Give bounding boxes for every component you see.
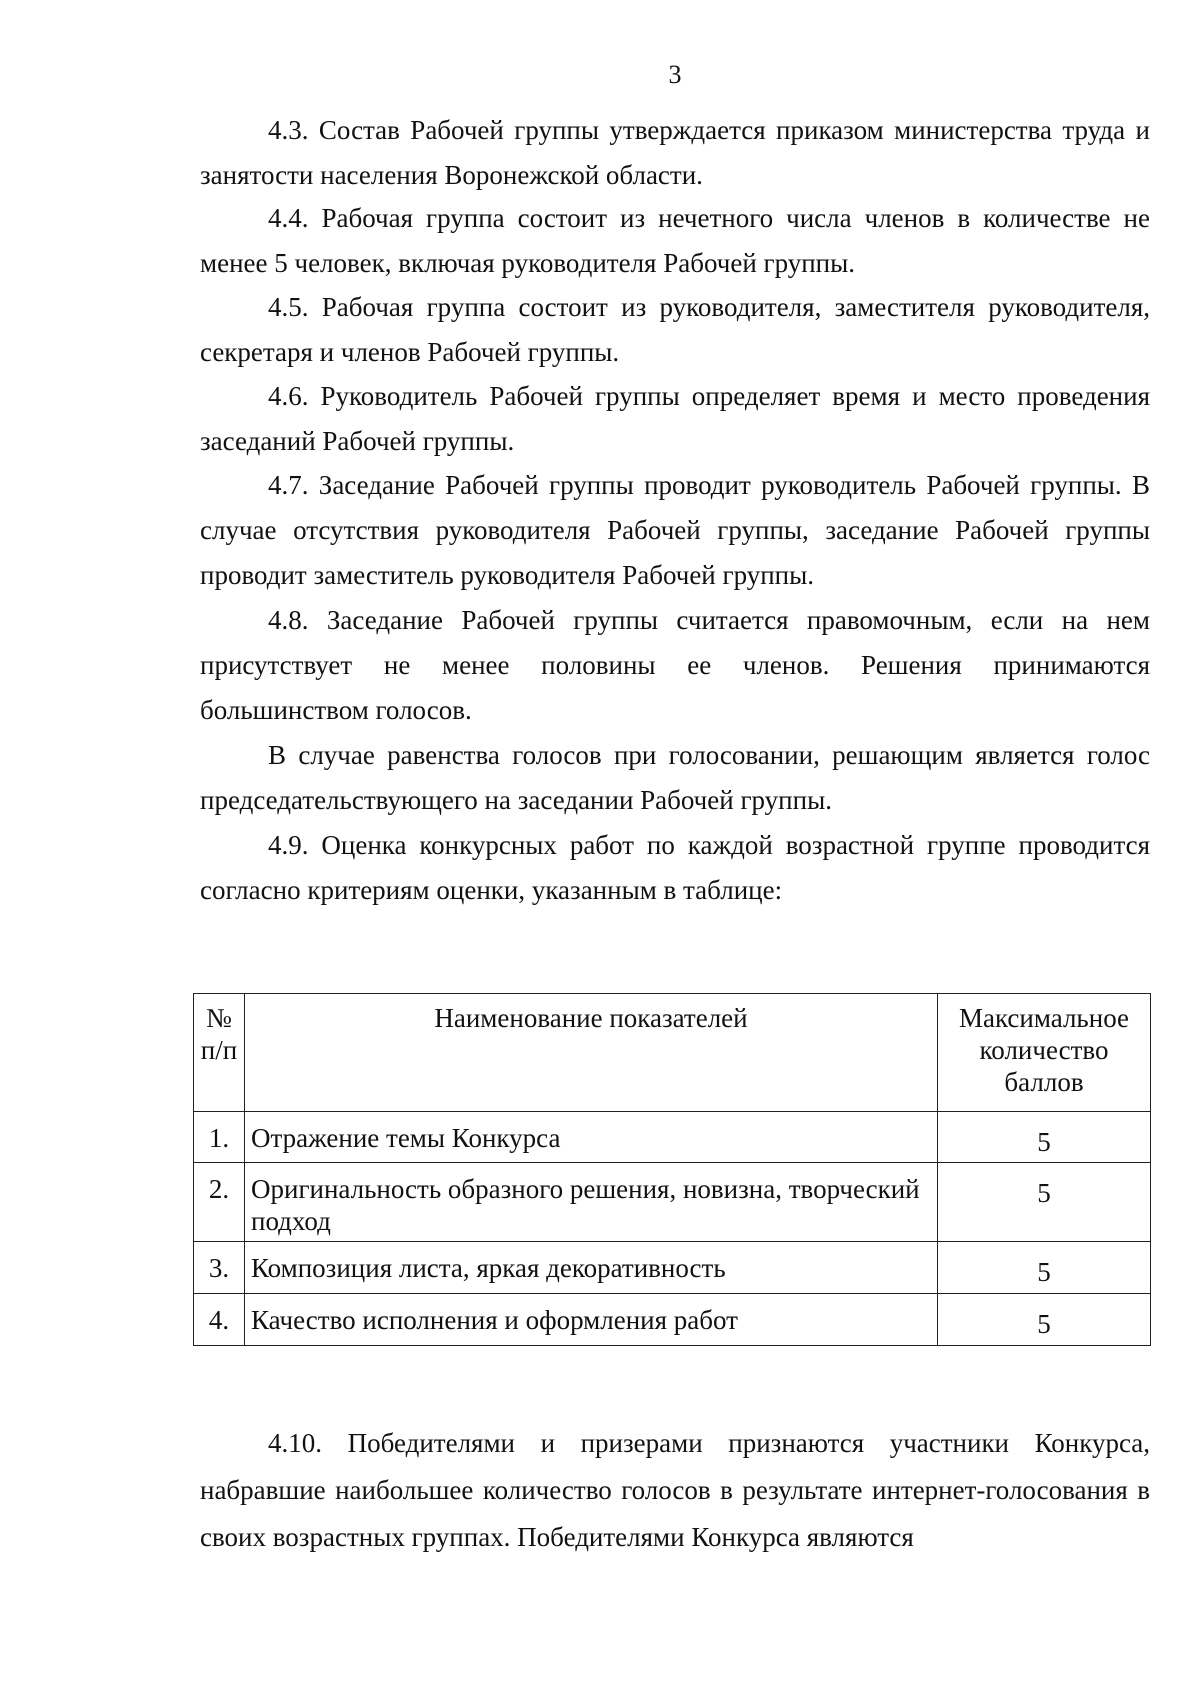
paragraph-4-4: 4.4. Рабочая группа состоит из нечетного числа членов в количестве не менее 5 человек, включая руководителя Рабочей группы. <box>200 203 1150 278</box>
paragraph-4-9: 4.9. Оценка конкурсных работ по каждой возрастной группе проводится согласно критериям оценки, указанным в таблице: <box>200 830 1150 905</box>
table-row <box>194 1294 1151 1346</box>
paragraph-4-7: 4.7. Заседание Рабочей группы проводит руководитель Рабочей группы. В случае отсутствия руководителя Рабочей группы, заседание Рабочей группы проводит заместитель руководителя Рабочей группы. <box>200 470 1150 590</box>
row-score: 5 <box>938 1163 1151 1242</box>
row-score: 5 <box>938 1112 1151 1163</box>
header-max-score: Максимальное количество баллов <box>938 994 1151 1112</box>
paragraph-4-8: 4.8. Заседание Рабочей группы считается правомочным, если на нем присутствует не менее половины ее членов. Решения принимаются большинством голосов. <box>200 605 1150 725</box>
page-number: 3 <box>668 60 682 89</box>
row-number: 4. <box>194 1294 245 1346</box>
paragraph-4-8-tie: В случае равенства голосов при голосовании, решающим является голос председательствующего на заседании Рабочей группы. <box>200 740 1150 815</box>
table-row <box>194 1112 1151 1163</box>
row-indicator: Оригинальность образного решения, новизна, творческий подход <box>245 1163 938 1242</box>
row-number: 1. <box>194 1112 245 1163</box>
header-number: № п/п <box>194 994 245 1112</box>
row-indicator: Качество исполнения и оформления работ <box>245 1294 938 1346</box>
paragraph-4-5: 4.5. Рабочая группа состоит из руководителя, заместителя руководителя, секретаря и членов Рабочей группы. <box>200 292 1150 367</box>
paragraph-4-10: 4.10. Победителями и призерами признаются участники Конкурса, набравшие наибольшее количество голосов в результате интернет-голосования в своих возрастных группах. Победителями Конкурса являются <box>200 1428 1150 1552</box>
paragraph-4-6: 4.6. Руководитель Рабочей группы определяет время и место проведения заседаний Рабочей группы. <box>200 381 1150 456</box>
row-indicator: Композиция листа, яркая декоративность <box>245 1242 938 1294</box>
row-score: 5 <box>938 1294 1151 1346</box>
row-number: 3. <box>194 1242 245 1294</box>
header-indicator-name: Наименование показателей <box>245 994 938 1112</box>
row-indicator: Отражение темы Конкурса <box>245 1112 938 1163</box>
table-header-row <box>194 994 1151 1112</box>
row-number: 2. <box>194 1163 245 1242</box>
table-row <box>194 1163 1151 1242</box>
criteria-table <box>193 993 1151 1346</box>
row-score: 5 <box>938 1242 1151 1294</box>
paragraph-4-3: 4.3. Состав Рабочей группы утверждается приказом министерства труда и занятости населения Воронежской области. <box>200 115 1150 190</box>
table-row <box>194 1242 1151 1294</box>
